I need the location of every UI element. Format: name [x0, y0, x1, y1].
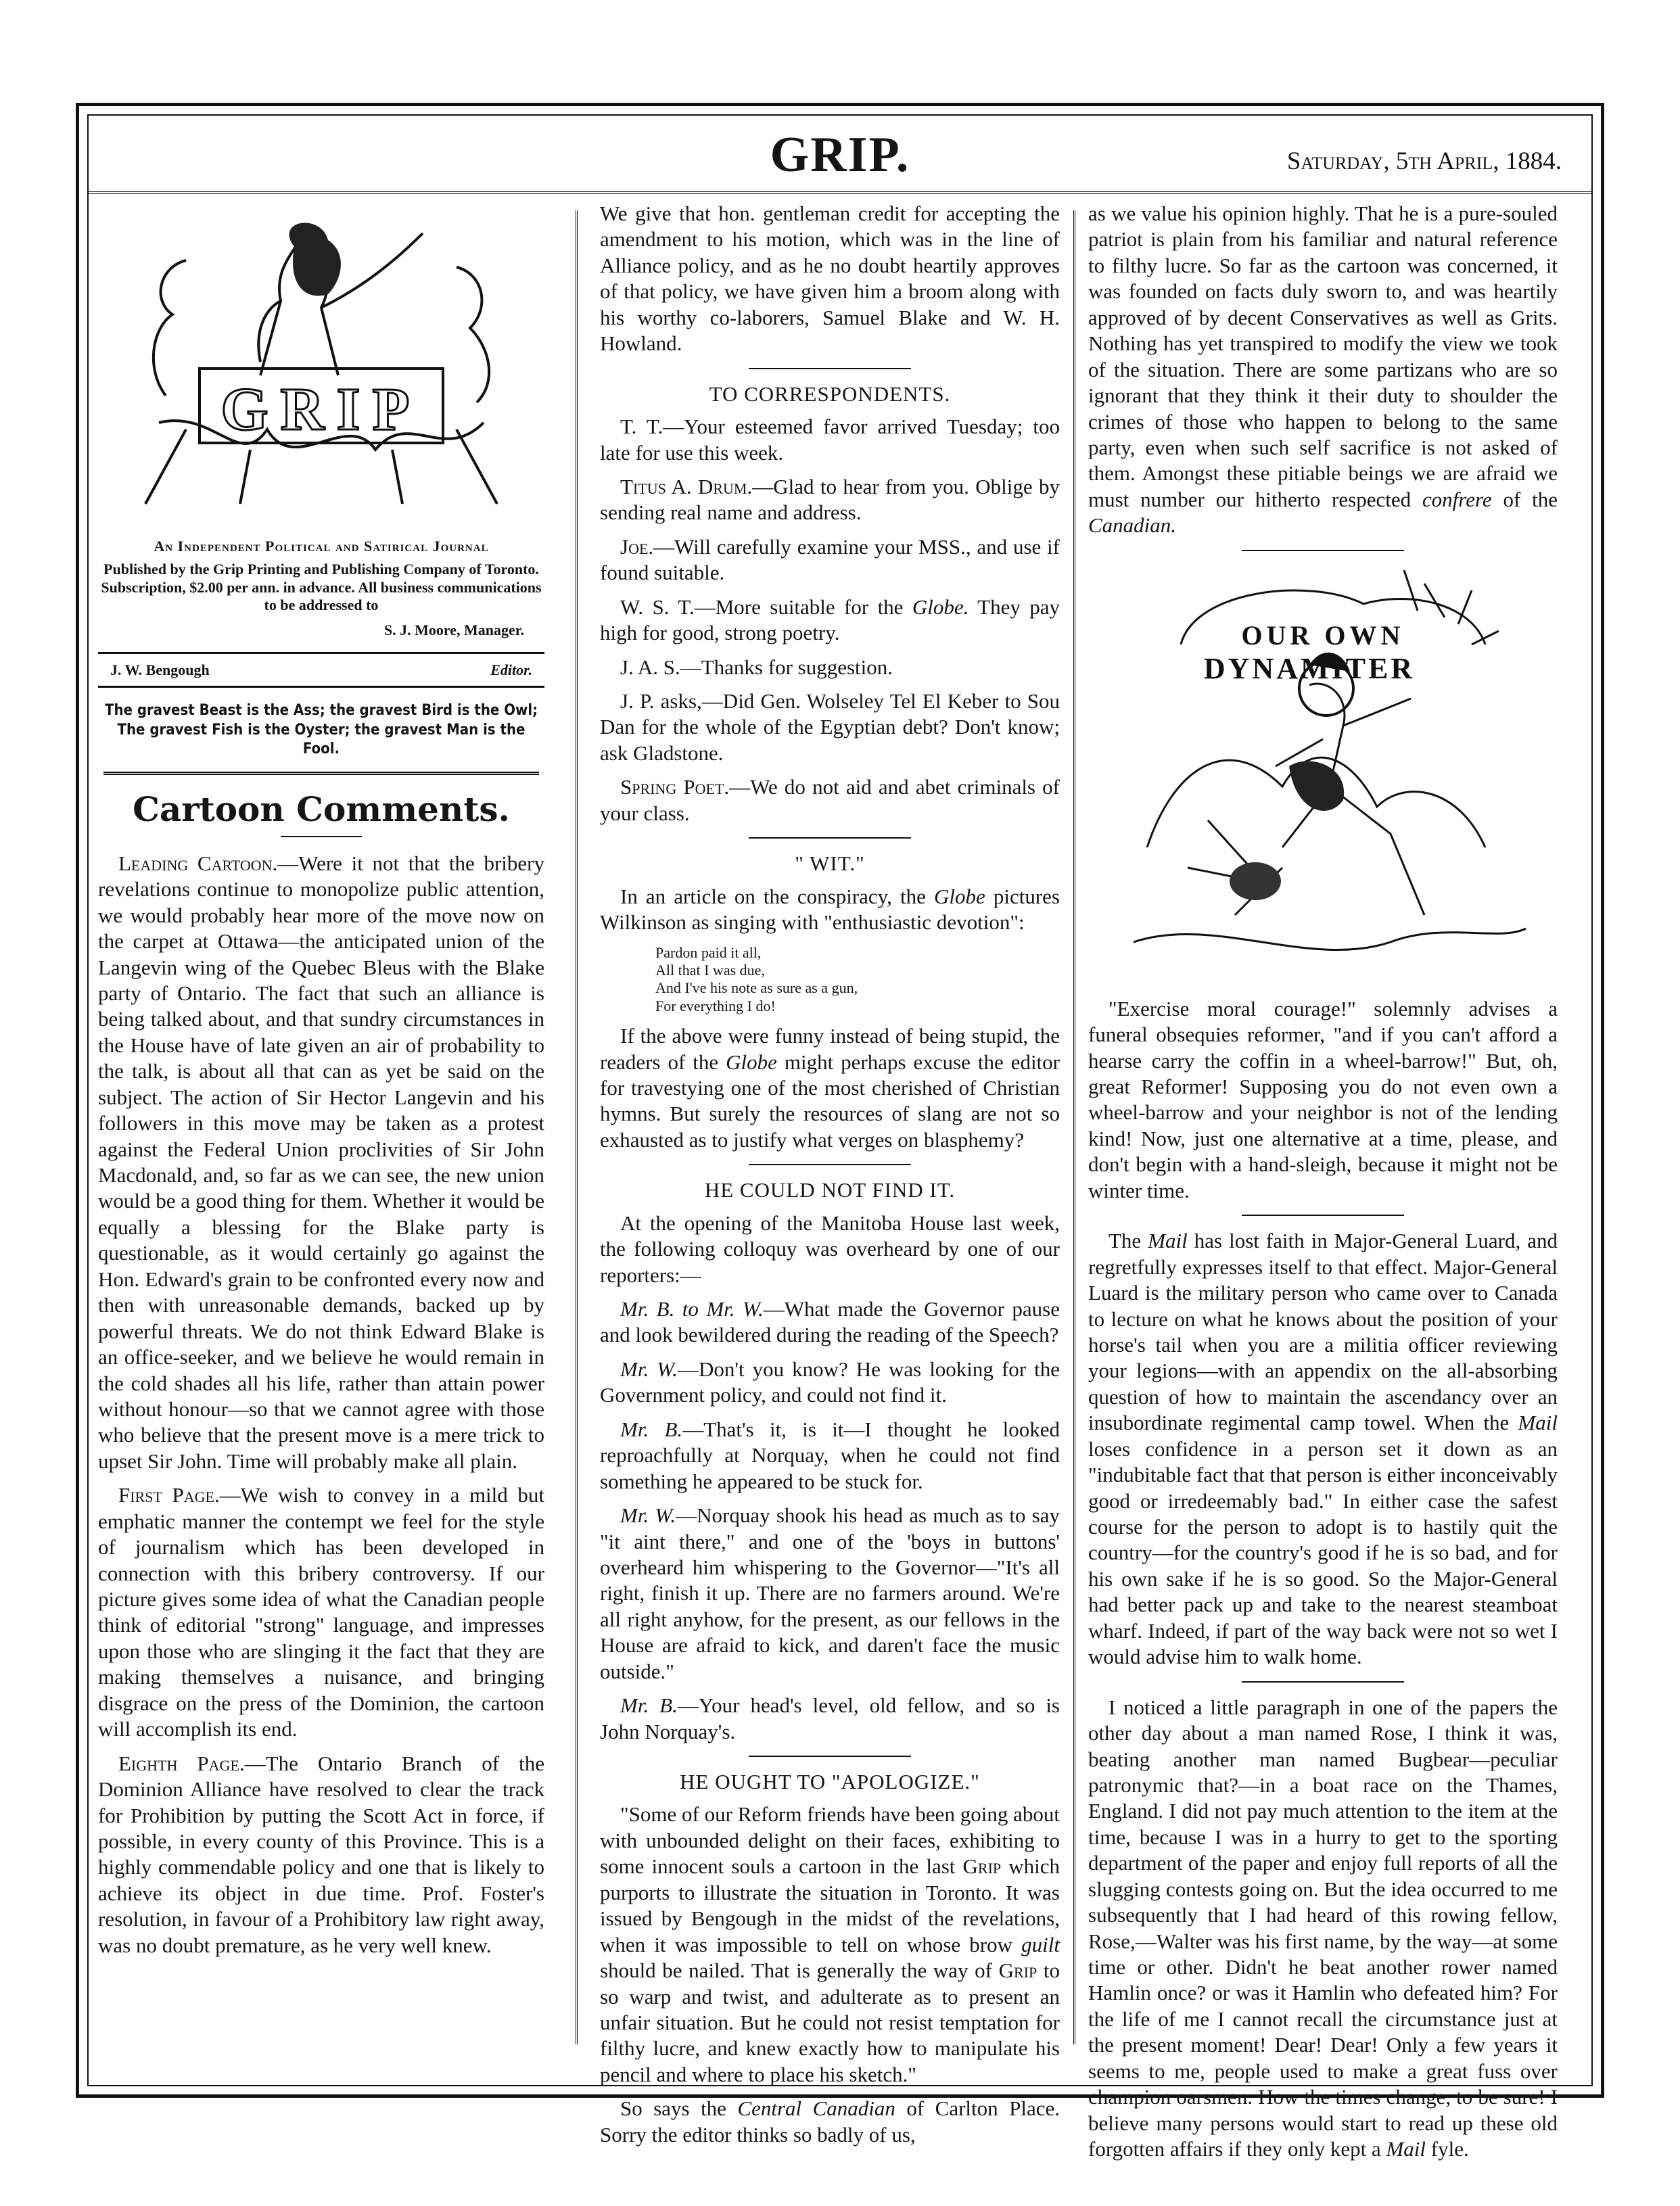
- wit-heading: " WIT.": [795, 851, 865, 876]
- globe-ref: Globe.: [912, 594, 969, 619]
- dynamiter-illustration: [1106, 563, 1539, 983]
- continued-paragraph: We give that hon. gentleman credit for accepting the amendment to his motion, which was in the line of Alliance policy, and as he no doubt heartily approves of that policy, we have given him a broom along with his worthy co-laborers, Samuel Blake and W. H. Howland.: [600, 202, 1060, 356]
- eighth-page-text: —The Ontario Branch of the Dominion Alliance have resolved to clear the track for Prohibition by putting the Scott Act in force, if possible, in every county of this Province. This is a highly commendable policy and one that is likely to achieve its object in due time. Prof. Foster's resolution, in favour of a Prohibitory law right away, was no doubt premature, as he very well knew.: [98, 1751, 544, 1957]
- illustration-label-our-own: OUR OWN: [1241, 619, 1405, 651]
- correspondent-jp: J. P. asks,—Did Gen. Wolseley Tel El Keber to Sou Dan for the whole of the Egyptian debt? Don't know; ask Gladstone.: [600, 689, 1060, 765]
- wit-text: If the above were funny instead of being stupid, the readers of the: [600, 1024, 1060, 1074]
- column-2: [600, 201, 1060, 2146]
- correspondent-text: —Will carefully examine your MSS., and use if found suitable.: [600, 534, 1060, 585]
- column-rule-1: [576, 210, 578, 2044]
- correspondents-heading: TO CORRESPONDENTS.: [709, 381, 951, 406]
- section-rule: [1242, 1681, 1404, 1683]
- speaker: Mr. B. to Mr. W.: [620, 1297, 764, 1321]
- leading-cartoon-text: —Were it not that the bribery revelations continue to monopolize public attention, we would probably hear more of the move now on the carpet at Ottawa—the anticipated union of the Langevin wing of the Quebec Bleus with the Blake party of Ontario. The fact that such an alliance is being talked about, and that sundry circumstances in the House have of late given an air of probability to the talk, is about all that can as yet be said on the subject. The action of Sir Hector Langevin and his followers in this move may be taken as a protest against the Federal Union proclivities of Sir John Macdonald, and, so far as we can see, the new union would be a good thing for them. Whether it would be equally a blessing for the Blake party is questionable, as it would certainly go against the Hon. Edward's grain to be confronted every now and then with unreasonable demands, backed up by powerful threats. We do not think Edward Blake is an office-seeker, and we believe he would remain in the cold shades all his life, rather than attain power without honour—so that we cannot agree with those who believe that the present move is a mere trick to upset Sir John. Time will probably make all plain.: [98, 851, 544, 1473]
- speaker: Mr. W.: [620, 1357, 678, 1381]
- logo-drawing: [105, 206, 538, 527]
- globe-ref: Globe: [934, 884, 985, 908]
- correspondent-jas: J. A. S.—Thanks for suggestion.: [620, 655, 893, 679]
- wit-text: might perhaps excuse the editor for travestying one of the most cherished of Christian hymns. But surely the resources of slang are not so exhausted as to justify what verges on blasphemy?: [600, 1050, 1060, 1152]
- illustration-label-dynamiter: DYNAMITER: [1203, 651, 1416, 685]
- mail-text: has lost faith in Major-General Luard, and regretfully expresses itself to that effect. Major-General Luard is the military person who came over to Canada to lecture on what he knows about the position of your horse's tail when you are a militia officer reviewing your legions—with an appendix on the all-absorbing question of how to maintain the ascendancy over an insubordinate regimental camp towel. When the: [1088, 1229, 1558, 1435]
- grip-ref: Grip: [962, 1854, 1002, 1879]
- first-page-text: —We wish to convey in a mild but emphatic manner the contempt we feel for the style of journalism which has been developed in connection with this bribery controversy. If our picture gives some idea of what the Canadian people think of editorial "strong" language, and impresses upon those who are slinging it the fact that they are making themselves a nuisance, and bringing disgrace on the press of the Dominion, the cartoon will accomplish its end.: [98, 1483, 544, 1741]
- speaker: Mr. W.: [620, 1503, 676, 1528]
- speaker: Mr. B.: [620, 1693, 678, 1718]
- wit-text: pictures Wilkinson as singing with "enthusiastic devotion":: [600, 884, 1060, 935]
- column-rule-2: [1073, 210, 1075, 2044]
- correspondent-spring-poet: [600, 774, 1060, 826]
- response-text: So says the: [620, 2096, 738, 2121]
- grip-ref: Grip: [998, 1958, 1037, 1983]
- section-rule: [749, 1164, 911, 1165]
- quote-text: to so warp and twist, and adulterate as to present an unfair situation. But he could not resist temptation for filthy lucre, and knew exactly how to manipulate his pencil and where to place his sketch.": [600, 1958, 1060, 2086]
- dynamiter-drawing: [1106, 563, 1539, 983]
- masthead-title: GRIP.: [770, 127, 910, 183]
- cartoon-comments-heading: Cartoon Comments.: [133, 789, 510, 829]
- poem-line: And I've his note as sure as a gun,: [655, 979, 858, 997]
- rose-text: I noticed a little paragraph in one of the papers the other day about a man named Rose, I think it was, beating another man named Bugbear—peculiar patronymic that?—in a boat race on the Thames, England. I did not pay much attention to the item at the time, because I was in a hurry to get to the sporting department of the paper and enjoy full reports of all the slugging contests going on. But the idea occurred to me subsequently that I had heard of this rowing fellow, Rose,—Walter was his first name, by the way—at some time or other. Didn't he beat another rower named Hamlin once? or was it Hamlin who defeated him? For the life of me I cannot recall the circumstance just at the present moment! Dear! Dear! Only a few years it seems to me, people used to make a great fuss over champion oarsmen. How the times change, to be sure! I believe many persons would start to read up these old forgotten affairs if they only kept a: [1088, 1695, 1558, 2161]
- dialogue-line: [600, 1693, 1060, 1745]
- rose-text: fyle.: [1426, 2137, 1469, 2161]
- wit-paragraph: [600, 884, 1060, 936]
- correspondent-text: —We do not aid and abet criminals of your class.: [600, 775, 1060, 825]
- canadian-ref: Canadian.: [1088, 513, 1177, 538]
- find-intro: At the opening of the Manitoba House last week, the following colloquy was overheard by one of our reporters:—: [600, 1211, 1060, 1287]
- dialogue-text: —What made the Governor pause and look bewildered during the reading of the Speech?: [600, 1297, 1060, 1347]
- dialogue-line: [600, 1417, 1060, 1495]
- first-page-label: First Page.: [118, 1483, 220, 1507]
- leading-cartoon-paragraph: [98, 851, 544, 1475]
- dialogue-text: —That's it, is it—I thought he looked reproachfully at Norquay, when he could not find something he appeared to be stuck for.: [600, 1417, 1060, 1493]
- page-inner-frame: [87, 114, 1593, 2161]
- wit-text: In an article on the conspiracy, the: [620, 884, 934, 908]
- correspondent-name: Titus A. Drum.: [620, 474, 753, 498]
- quote-text: "Some of our Reform friends have been going about with unbounded delight on their faces, exhibiting to some innocent souls a cartoon in the last: [600, 1802, 1060, 1879]
- dialogue-text: —Your head's level, old fellow, and so is John Norquay's.: [600, 1693, 1060, 1743]
- editor-label: Editor.: [490, 661, 532, 678]
- masthead: [89, 116, 1591, 194]
- mail-text: loses confidence in a person set it down as an "indubitable fact that that person is either inconceivably good or irredeemably bad." In either case the safest course for the person to adopt is to hastily quit the country—for the country's good if he is so bad, and for his own sake if he is so good. So the Major-General had better pack up and take to the nearest steamboat wharf. Indeed, if part of the way back were not so wet I would advise him to walk home.: [1088, 1436, 1558, 1669]
- mail-luard-paragraph: [1088, 1228, 1558, 1670]
- first-page-paragraph: [98, 1482, 544, 1742]
- editor-name: J. W. Bengough: [110, 661, 210, 678]
- correspondent-wst: [600, 594, 1060, 647]
- mail-ref: Mail: [1386, 2137, 1426, 2161]
- guilt-word: guilt: [1021, 1932, 1060, 1956]
- manager-credit: S. J. Moore, Manager.: [383, 621, 524, 639]
- dialogue-line: [600, 1357, 1060, 1409]
- correspondent-tt: T. T.—Your esteemed favor arrived Tuesday; too late for use this week.: [600, 415, 1060, 465]
- publisher-info: Published by the Grip Printing and Publishing Company of Toronto. Subscription, $2.00 per ann. in advance. All business communications to be addressed to: [101, 561, 542, 614]
- apologize-response: [600, 2096, 1060, 2148]
- mail-text: The: [1109, 1229, 1148, 1253]
- globe-ref: Globe: [726, 1050, 777, 1074]
- mail-ref: Mail: [1518, 1411, 1558, 1435]
- correspondent-name: Spring Poet.: [620, 775, 730, 799]
- poem-line: All that I was due,: [655, 961, 765, 979]
- correspondent-text: They pay high for good, strong poetry.: [600, 594, 1060, 645]
- leading-cartoon-label: Leading Cartoon.: [118, 851, 278, 875]
- correspondent-joe: [600, 534, 1060, 586]
- response-text: of Carlton Place. Sorry the editor thinks so badly of us,: [600, 2096, 1060, 2146]
- dialogue-line: [600, 1503, 1060, 1685]
- motto-line-1: The gravest Beast is the Ass; the gravest Bird is the Owl;: [104, 701, 538, 719]
- eighth-page-label: Eighth Page.: [118, 1751, 245, 1775]
- dialogue-text: —Don't you know? He was looking for the Government policy, and could not find it.: [600, 1357, 1060, 1407]
- motto-line-2: The gravest Fish is the Oyster; the gravest Man is the Fool.: [117, 721, 526, 758]
- section-rule: [1242, 1215, 1404, 1216]
- correspondent-titus: [600, 474, 1060, 526]
- hymn-parody: [655, 944, 1060, 1016]
- issue-date: Saturday, 5th April, 1884.: [1286, 147, 1562, 175]
- rose-rowing-paragraph: [1088, 1695, 1558, 2163]
- correspondent-name: Joe.: [620, 534, 654, 559]
- grip-logo-illustration: [105, 206, 538, 527]
- logo-grip-text: GRIP: [220, 376, 422, 443]
- mail-ref: Mail: [1148, 1229, 1188, 1253]
- apologize-heading: HE OUGHT TO "APOLOGIZE.": [680, 1770, 980, 1793]
- eighth-page-paragraph: [98, 1751, 544, 1959]
- continued-text: as we value his opinion highly. That he is a pure-souled patriot is plain from his familiar and natural reference to filthy lucre. So far as the cartoon was concerned, it was founded on facts duly sworn to, and was heartily approved of by decent Conservatives as well as Grits. Nothing has yet transpired to modify the view we took of the situation. There are some partizans who are so ignorant that they think it their duty to shoulder the crimes of those who happen to belong to the same party, even when such self sacrifice is not asked of them. Amongst these pitiable beings we are afraid we must number our hitherto respected: [1088, 202, 1558, 511]
- continued-text: of the: [1491, 487, 1558, 511]
- confrere-word: confrere: [1422, 487, 1492, 511]
- dialogue-line: [600, 1296, 1060, 1348]
- could-not-find-heading: HE COULD NOT FIND IT.: [704, 1178, 956, 1202]
- apologize-quote: [600, 1802, 1060, 2088]
- section-rule: [749, 368, 911, 369]
- column-1: [98, 201, 544, 2058]
- editor-line: [98, 652, 544, 688]
- section-rule: [749, 1756, 911, 1757]
- continued-paragraph: [1088, 201, 1558, 539]
- illustration-caption: "Exercise moral courage!" solemnly advises a funeral obsequies reformer, "and if you can't afford a hearse carry the coffin in a wheel-barrow!" But, oh, great Reformer! Supposing you do not even own a wheel-barrow and your neighbor is not of the lending kind! Now, just one alternative at a time, please, and don't begin with a hand-sleigh, because it might not be winter time.: [1088, 996, 1558, 1202]
- heading-rule: [281, 836, 362, 837]
- page-frame: [76, 103, 1604, 2161]
- motto: [103, 701, 539, 775]
- correspondent-text: —Glad to hear from you. Oblige by sending real name and address.: [600, 474, 1060, 525]
- poem-line: For everything I do!: [655, 997, 776, 1014]
- poem-line: Pardon paid it all,: [655, 943, 762, 961]
- speaker: Mr. B.: [620, 1417, 683, 1441]
- column-3: [1088, 201, 1558, 2161]
- journal-tagline: An Independent Political and Satirical Journal: [154, 538, 489, 555]
- section-rule: [749, 837, 911, 839]
- quote-text: should be nailed. That is generally the way of: [600, 1958, 999, 1983]
- quote-text: which purports to illustrate the situation in Toronto. It was issued by Bengough in the midst of the revelations, when it was impossible to tell on whose brow: [600, 1854, 1060, 1956]
- correspondent-text: W. S. T.—More suitable for the: [620, 594, 912, 619]
- section-rule: [1242, 550, 1404, 551]
- dialogue-text: —Norquay shook his head as much as to say "it aint there," and one of the 'boys in buttons' overheard him whispering to the Governor—"It's all right, finish it up. There are no farmers around. We're all right anyhow, for the present, as our fellows in the House are afraid to kick, and daren't face the music outside.": [600, 1503, 1060, 1683]
- central-canadian-ref: Central Canadian: [737, 2096, 895, 2121]
- wit-paragraph-2: [600, 1023, 1060, 1153]
